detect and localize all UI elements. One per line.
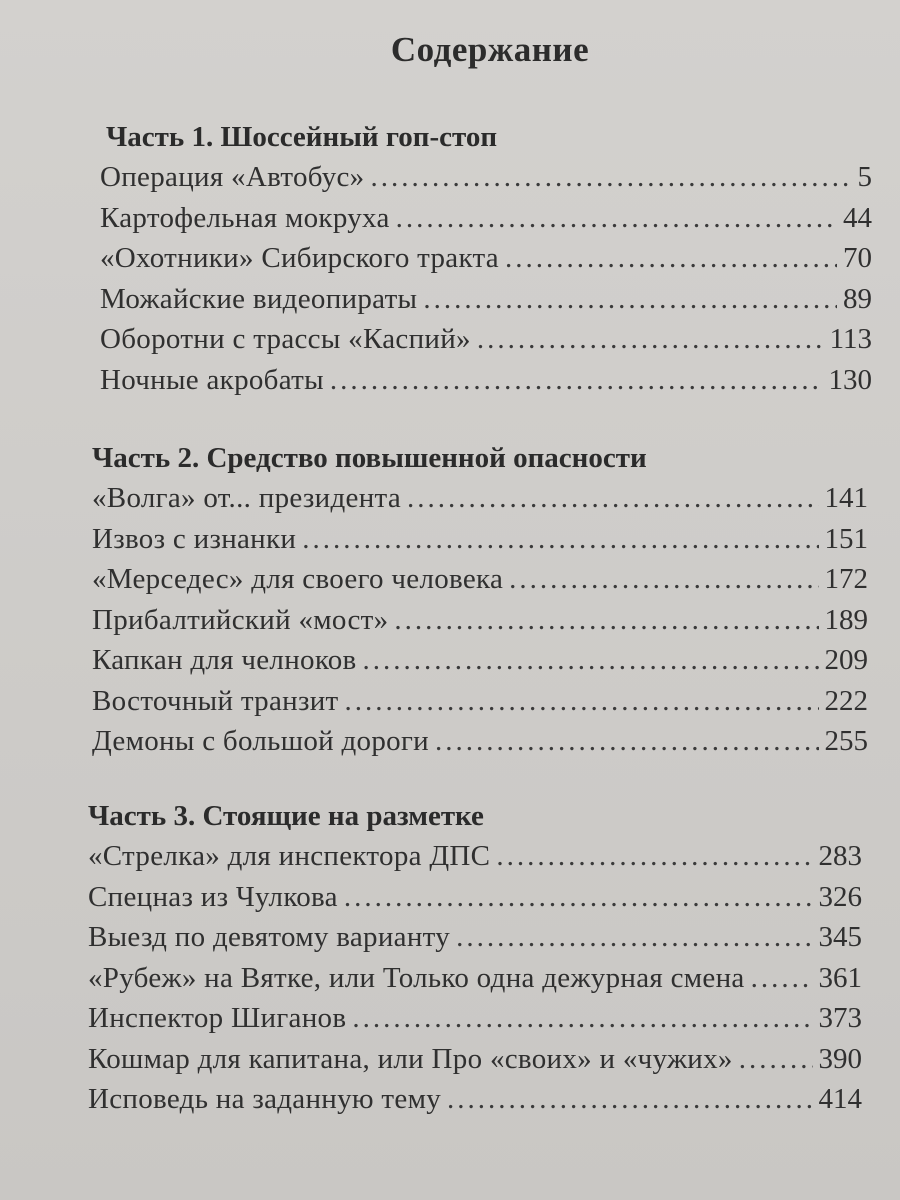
entry-page: 390 <box>818 1042 862 1075</box>
entry-title: «Охотники» Сибирского тракта <box>100 242 499 274</box>
entry-page: 172 <box>824 563 868 595</box>
entry-title: Извоз с изнанки <box>92 522 297 555</box>
dot-leader <box>505 238 837 279</box>
toc-entry <box>100 238 872 279</box>
entry-page: 361 <box>818 961 862 994</box>
entry-page: 373 <box>818 1002 862 1034</box>
toc-entry <box>92 519 868 560</box>
entry-page: 209 <box>824 644 868 676</box>
dot-leader <box>496 836 812 877</box>
entry-title: Демоны с большой дороги <box>92 725 429 757</box>
entry-page: 70 <box>843 242 872 274</box>
dot-leader <box>423 279 837 320</box>
dot-leader <box>396 198 837 239</box>
dot-leader <box>330 360 823 401</box>
entry-title: Спецназ из Чулкова <box>88 880 338 913</box>
toc-entry <box>88 958 862 999</box>
entry-page: 222 <box>824 684 868 717</box>
entry-title: Оборотни с трассы «Каспий» <box>100 323 471 355</box>
part-heading: Часть 3. Стоящие на разметке <box>88 800 484 832</box>
entry-title: «Волга» от... президента <box>92 482 402 514</box>
toc-part-1 <box>0 117 900 400</box>
entry-page: 5 <box>857 161 872 193</box>
entry-title: Прибалтийский «мост» <box>92 603 389 636</box>
dot-leader <box>394 600 818 641</box>
entry-page: 283 <box>818 840 862 872</box>
toc-entry <box>88 877 862 918</box>
dot-leader <box>477 319 824 360</box>
toc-entry <box>88 998 862 1039</box>
dot-leader <box>739 1039 813 1080</box>
entry-page: 89 <box>843 282 872 315</box>
entry-title: Исповедь на заданную тему <box>88 1083 442 1115</box>
dot-leader <box>344 877 813 918</box>
toc-entry <box>88 836 862 877</box>
toc-entry <box>92 600 868 641</box>
entry-title: «Стрелка» для инспектора ДПС <box>88 840 491 872</box>
dot-leader <box>370 157 851 198</box>
entry-page: 326 <box>818 880 862 913</box>
entry-title: «Рубеж» на Вятке, или Только одна дежурная смена <box>88 961 745 994</box>
dot-leader <box>345 681 819 722</box>
dot-leader <box>302 519 818 560</box>
entry-title: Выезд по девятому варианту <box>88 921 451 953</box>
entry-title: Ночные акробаты <box>100 363 324 396</box>
toc-part-3 <box>0 796 900 1120</box>
toc-entry <box>92 721 868 762</box>
toc-entry <box>88 1079 862 1120</box>
toc-entry <box>92 681 868 722</box>
entry-page: 151 <box>824 522 868 555</box>
entry-title: Восточный транзит <box>92 684 339 717</box>
toc-entry <box>92 559 868 600</box>
entry-page: 345 <box>818 921 862 953</box>
toc-part-2 <box>0 438 900 762</box>
dot-leader <box>352 998 812 1039</box>
dot-leader <box>407 478 818 519</box>
toc-entry <box>92 640 868 681</box>
entry-title: Капкан для челноков <box>92 644 357 676</box>
part-heading: Часть 1. Шоссейный гоп-стоп <box>106 121 498 153</box>
dot-leader <box>447 1079 812 1120</box>
entry-title: Можайские видеопираты <box>100 282 418 315</box>
toc-entry <box>100 279 872 320</box>
entry-page: 141 <box>824 482 868 514</box>
dot-leader <box>751 958 813 999</box>
entry-page: 255 <box>824 725 868 757</box>
entry-page: 189 <box>824 603 868 636</box>
entry-title: Операция «Автобус» <box>100 161 365 193</box>
entry-title: Картофельная мокруха <box>100 201 390 234</box>
entry-page: 414 <box>818 1083 862 1115</box>
part-heading: Часть 2. Средство повышенной опасности <box>92 442 647 474</box>
entry-title: Инспектор Шиганов <box>88 1002 347 1034</box>
toc-entry <box>100 157 872 198</box>
toc-entry <box>100 319 872 360</box>
dot-leader <box>435 721 819 762</box>
page-title: Содержание <box>390 30 590 69</box>
toc-entry <box>100 198 872 239</box>
entry-page: 113 <box>829 323 872 355</box>
toc-entry <box>92 478 868 519</box>
entry-page: 130 <box>828 363 872 396</box>
entry-page: 44 <box>843 201 872 234</box>
dot-leader <box>363 640 819 681</box>
toc-entry <box>100 360 872 401</box>
entry-title: Кошмар для капитана, или Про «своих» и «чужих» <box>88 1042 733 1075</box>
toc-entry <box>88 917 862 958</box>
entry-title: «Мерседес» для своего человека <box>92 563 504 595</box>
toc-entry <box>88 1039 862 1080</box>
dot-leader <box>509 559 818 600</box>
dot-leader <box>456 917 812 958</box>
